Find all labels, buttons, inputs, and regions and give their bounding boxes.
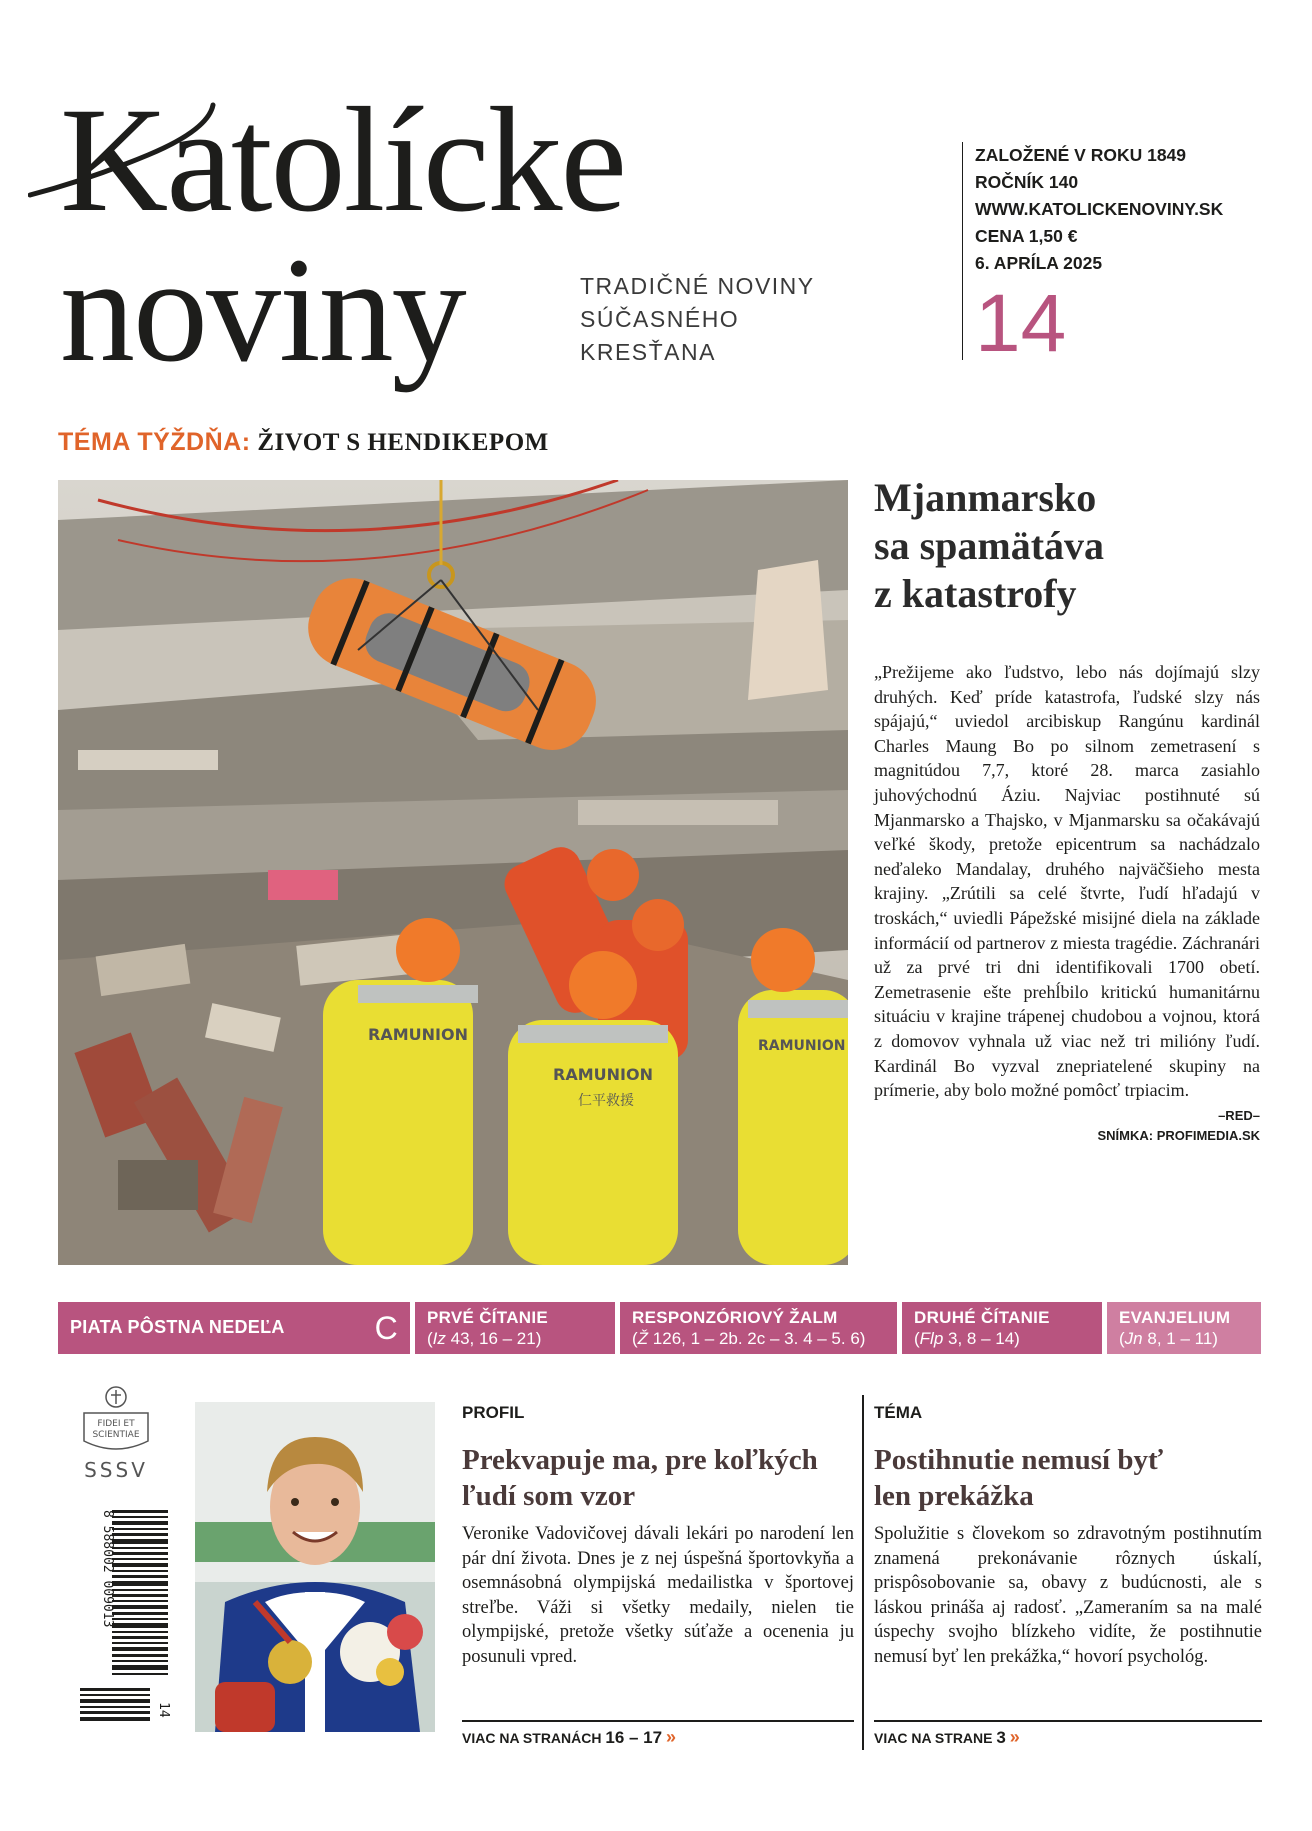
liturgy-sunday	[58, 1302, 410, 1354]
issue-number: 14	[975, 278, 1067, 369]
main-article-text: „Prežijeme ako ľudstvo, lebo nás dojímajú slzy druhých. Keď príde katastrofa, ľudské slzy nás spájajú,“ uviedol arcibiskup Rangúnu kardinál Charles Maung Bo po silnom zemetrasení s magnitúdou 7,7, ktoré 28. marca zasiahlo juhovýchodnú Áziu. Najviac postihnuté sú Mjanmarsko a Thajsko, v Mjanmarsku sa očakávajú veľké škody, pretože epicentrum sa nachádzalo neďaleko Mandalay, druhého najväčšieho mesta krajiny. „Zrútili sa celé štvrte, ľudí hľadajú v troskách,“ uviedli Pápežské misijné diela na základe informácií od partnerov z miesta tragédie. Záchranári už za prvé tri dni identifikovali 1700 obetí. Zemetrasenie ešte prehĺbilo kritickú humanitárnu situáciu v krajine trápenej chudobou a vojnou, ktorá z domovov vyhnala už viac než tri milióny ľudí. Kardinál Bo vyzval znepriatelené skupiny na prímerie, aby bolo možné pomôcť trpiacim.	[874, 662, 1260, 1101]
reading-title: RESPONZÓRIOVÝ ŽALM	[632, 1308, 838, 1327]
headline-line: z katastrofy	[874, 571, 1077, 616]
chevron-right-icon: »	[666, 1727, 677, 1747]
masthead-title-line1: Katolícke	[60, 77, 626, 243]
headline-line: sa spamätáva	[874, 523, 1105, 568]
barcode-icon	[72, 1510, 172, 1730]
seal-cross-icon	[78, 1385, 154, 1495]
profile-body: Veronike Vadovičovej dávali lekári po narodení len pár dní života. Dnes je z nej úspešná športovkyňa a osemnásobná olympijská medailistka v športovej streľbe. Váži si všetky medaily, nielen tie olympijské, pretože všetky súťaže a ocenenia ju posunuli vpred.	[462, 1524, 854, 1667]
headline-line: len prekážka	[874, 1480, 1034, 1512]
divider	[874, 1720, 1262, 1722]
more-pages: 16 – 17	[605, 1728, 663, 1747]
more-pages: 3	[996, 1728, 1006, 1747]
reading-title: EVANJELIUM	[1119, 1308, 1231, 1327]
reading-ref: 43, 16 – 21)	[445, 1329, 542, 1348]
athlete-photo	[195, 1402, 435, 1732]
liturgy-psalm[interactable]: RESPONZÓRIOVÝ ŽALM (Ž 126, 1 – 2b. 2c – 3. 4 – 5. 6)	[620, 1302, 897, 1354]
tagline-line: TRADIČNÉ NOVINY	[580, 273, 815, 299]
headline-line: Postihnutie nemusí byť	[874, 1444, 1164, 1476]
photo-credit: SNÍMKA: PROFIMEDIA.SK	[1097, 1128, 1260, 1143]
price-text: CENA 1,50 €	[975, 226, 1078, 246]
profile-kicker: PROFIL	[462, 1403, 525, 1422]
headline-line: Mjanmarsko	[874, 475, 1097, 520]
main-headline	[874, 474, 1254, 618]
liturgy-reading-2[interactable]: DRUHÉ ČÍTANIE (Flp 3, 8 – 14)	[902, 1302, 1102, 1354]
reading-book: Ž	[637, 1329, 649, 1348]
topic-label: TÉMA TÝŽDŇA:	[58, 428, 251, 456]
vest-label-text: RAMUNION	[368, 1025, 468, 1044]
reading-title: PRVÉ ČÍTANIE	[427, 1308, 549, 1327]
headline-line: ľudí som vzor	[462, 1480, 636, 1512]
sunday-label: PIATA PÔSTNA NEDEĽA	[70, 1317, 285, 1337]
date-text: 6. APRÍLA 2025	[975, 253, 1103, 273]
barcode	[72, 1510, 172, 1730]
theme-more-link[interactable]	[874, 1727, 1020, 1748]
vest-label-text: RAMUNION	[758, 1038, 846, 1054]
vest-label-text: RAMUNION	[553, 1065, 653, 1084]
vest-sub-text: 仁平救援	[578, 1093, 634, 1109]
volume-text: ROČNÍK 140	[975, 172, 1079, 192]
barcode-addon: 14	[156, 1702, 171, 1718]
publisher-seal	[78, 1385, 154, 1495]
liturgy-gospel[interactable]: EVANJELIUM (Jn 8, 1 – 11)	[1107, 1302, 1261, 1354]
athlete-portrait-illustration	[195, 1402, 435, 1732]
reading-ref: 8, 1 – 11)	[1142, 1329, 1218, 1348]
issue-info	[962, 142, 1255, 369]
article-signature	[874, 1106, 1260, 1146]
topic-value: ŽIVOT S HENDIKEPOM	[257, 429, 549, 456]
more-prefix: VIAC NA STRANÁCH	[462, 1730, 602, 1746]
reading-book: Flp	[919, 1329, 944, 1348]
more-prefix: VIAC NA STRANE	[874, 1730, 993, 1746]
profile-more-link[interactable]	[462, 1727, 676, 1748]
reading-ref: 126, 1 – 2b. 2c – 3. 4 – 5. 6)	[648, 1329, 866, 1348]
topic-of-week	[58, 428, 549, 457]
seal-text-2: SCIENTIAE	[92, 1430, 140, 1440]
headline-line: Prekvapuje ma, pre koľkých	[462, 1444, 818, 1476]
seal-text-1: FIDEI ET	[97, 1419, 135, 1429]
reading-ref: 3, 8 – 14)	[943, 1329, 1020, 1348]
liturgy-cycle: C	[374, 1310, 398, 1346]
theme-kicker: TÉMA	[874, 1403, 923, 1422]
rescue-scene-illustration	[58, 480, 848, 1265]
earthquake-rescue-photo	[58, 480, 848, 1265]
seal-abbr: SSSV	[84, 1458, 148, 1482]
reading-book: Jn	[1124, 1329, 1143, 1348]
theme-headline[interactable]	[874, 1442, 1266, 1514]
chevron-right-icon: »	[1009, 1727, 1020, 1747]
masthead-title-line2: noviny	[60, 227, 465, 393]
theme-body: Spolužitie s človekom so zdravotným postihnutím znamená prekonávanie rôznych úskalí, prispôsobovanie sa, obavy z budúcnosti, ale s láskou prináša aj radosť. „Zameraním sa na malé úspechy svojho blízkeho vidíte, že postihnutie nemusí byť len prekážka,“ hovorí psychológ.	[874, 1524, 1262, 1667]
tagline-line: KRESŤANA	[580, 339, 716, 365]
masthead-tagline	[580, 270, 815, 369]
tagline-line: SÚČASNÉHO	[580, 306, 740, 332]
divider	[462, 1720, 854, 1722]
column-divider	[862, 1395, 864, 1750]
reading-book: Iz	[432, 1329, 446, 1348]
barcode-number: 8 588002 009013	[100, 1510, 115, 1628]
profile-headline[interactable]	[462, 1442, 854, 1514]
founded-text: ZALOŽENÉ V ROKU 1849	[975, 145, 1187, 165]
website-link[interactable]: WWW.KATOLICKENOVINY.SK	[975, 199, 1224, 219]
liturgy-reading-1[interactable]: PRVÉ ČÍTANIE (Iz 43, 16 – 21)	[415, 1302, 615, 1354]
reading-title: DRUHÉ ČÍTANIE	[914, 1308, 1050, 1327]
author-text: –RED–	[1218, 1108, 1260, 1123]
